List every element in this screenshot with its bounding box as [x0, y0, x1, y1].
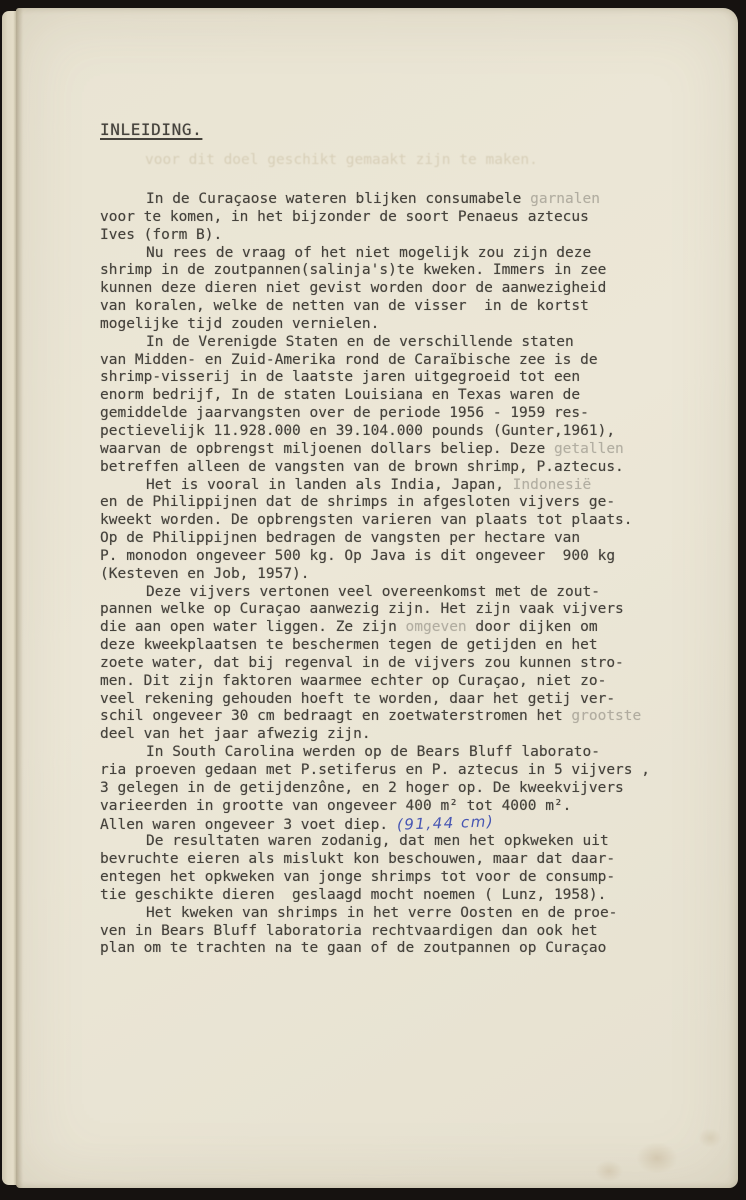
paragraph [100, 334, 712, 477]
faded-ink-text: omgeven [405, 619, 467, 636]
text-line [100, 869, 712, 887]
paragraph [100, 584, 712, 745]
text-line [100, 798, 712, 816]
text-line [100, 780, 712, 798]
text-line [100, 744, 712, 762]
text-segment: waarvan de opbrengst miljoenen dollars beliep. Deze [100, 440, 554, 457]
text-segment: Op de Philippijnen bedragen de vangsten per hectare van [100, 530, 581, 547]
text-line [100, 369, 712, 387]
text-segment: deze kweekplaatsen te beschermen tegen de getijden en het [100, 637, 598, 654]
text-segment: entegen het opkweken van jonge shrimps tot voor de consump- [100, 869, 616, 886]
text-segment: van koralen, welke de netten van de visser in de kortst [100, 298, 589, 315]
text-segment: mogelijke tijd zouden vernielen. [100, 315, 380, 332]
text-line [100, 811, 712, 834]
text-line [100, 619, 712, 637]
text-segment: kunnen deze dieren niet gevist worden door de aanwezigheid [100, 280, 607, 297]
text-segment: P. monodon ongeveer 500 kg. Op Java is dit ongeveer 900 kg [100, 547, 616, 564]
text-line [100, 584, 712, 602]
page-content [100, 120, 712, 958]
text-segment: veel rekening gehouden hoeft te worden, daar het getij ver- [100, 690, 616, 707]
text-segment: In South Carolina werden op de Bears Bluff laborato- [146, 744, 600, 761]
text-line [100, 905, 712, 923]
text-line [100, 316, 712, 334]
text-line [100, 887, 712, 905]
text-segment: varieerden in grootte van ongeveer 400 m² tot 4000 m². [100, 797, 572, 814]
text-line [100, 512, 712, 530]
faded-ink-text: Indonesië [512, 476, 592, 493]
text-segment: voor te komen, in het bijzonder de soort Penaeus aztecus [100, 208, 589, 225]
text-segment: kweekt worden. De opbrengsten varieren van plaats tot plaats. [100, 512, 633, 529]
text-segment: enorm bedrijf, In de staten Louisiana en Texas waren de [100, 387, 581, 404]
text-line [100, 762, 712, 780]
text-line [100, 459, 712, 477]
text-line [100, 708, 712, 726]
text-line [100, 387, 712, 405]
text-segment: Het is vooral in landen als India, Japan, [146, 476, 513, 493]
text-segment: en de Philippijnen dat de shrimps in afgesloten vijvers ge- [100, 494, 616, 511]
text-segment: De resultaten waren zodanig, dat men het opkweken uit [146, 833, 609, 850]
paragraph [100, 477, 712, 584]
text-line [100, 245, 712, 263]
document-body [100, 191, 712, 958]
text-line [100, 298, 712, 316]
paper-stain [595, 1160, 623, 1182]
text-segment: pannen welke op Curaçao aanwezig zijn. Het zijn vaak vijvers [100, 601, 624, 618]
text-segment: Het kweken van shrimps in het verre Oosten en de proe- [146, 904, 618, 921]
bleed-through-text: voor dit doel geschikt gemaakt zijn te maken. [145, 152, 538, 168]
text-segment: tie geschikte dieren geslaagd mocht noemen ( Lunz, 1958). [100, 886, 607, 903]
text-line [100, 227, 712, 245]
text-segment: In de Verenigde Staten en de verschillende staten [146, 333, 574, 350]
text-line [100, 530, 712, 548]
text-segment: In de Curaçaose wateren blijken consumabele [146, 191, 531, 207]
text-segment: Ives (form B). [100, 226, 223, 243]
text-line [100, 441, 712, 459]
text-segment: ria proeven gedaan met P.setiferus en P. aztecus in 5 vijvers , [100, 762, 650, 778]
paragraph [100, 191, 712, 245]
text-segment: 3 gelegen in de getijdenzône, en 2 hoger op. De kweekvijvers [100, 779, 624, 796]
page-title: INLEIDING. [100, 120, 203, 139]
text-line [100, 405, 712, 423]
text-line [100, 940, 712, 958]
text-line [100, 726, 712, 744]
paper-stain [636, 1142, 678, 1174]
text-line [100, 262, 712, 280]
text-line [100, 833, 712, 851]
text-segment: gemiddelde jaarvangsten over de periode 1956 - 1959 res- [100, 405, 589, 422]
text-line [100, 280, 712, 298]
text-segment: ven in Bears Bluff laboratoria rechtvaardigen dan ook het [100, 922, 598, 939]
text-segment: shrimp-visserij in de laatste jaren uitgegroeid tot een [100, 369, 581, 386]
text-line [100, 191, 712, 209]
paragraph [100, 833, 712, 904]
text-segment: (Kesteven en Job, 1957). [100, 565, 310, 582]
text-line [100, 209, 712, 227]
document-page [16, 8, 738, 1188]
text-segment: die aan open water liggen. Ze zijn [100, 619, 406, 636]
text-line [100, 691, 712, 709]
faded-ink-text: garnalen [530, 191, 600, 207]
paragraph [100, 744, 712, 833]
page-crease-shadow [16, 8, 23, 1188]
text-line [100, 352, 712, 370]
text-segment: Deze vijvers vertonen veel overeenkomst met de zout- [146, 583, 600, 600]
text-segment: plan om te trachten na te gaan of de zoutpannen op Curaçao [100, 940, 607, 957]
text-segment: men. Dit zijn faktoren waarmee echter op Curaçao, niet zo- [100, 672, 607, 689]
paper-stain [698, 1128, 722, 1148]
text-segment: zoete water, dat bij regenval in de vijvers zou kunnen stro- [100, 654, 624, 671]
text-line [100, 601, 712, 619]
text-segment: shrimp in de zoutpannen(salinja's)te kweken. Immers in zee [100, 262, 607, 279]
faded-ink-text: grootste [571, 708, 642, 725]
text-line [100, 923, 712, 941]
text-segment: Allen waren ongeveer 3 voet diep. [100, 816, 397, 833]
text-line [100, 851, 712, 869]
text-line [100, 566, 712, 584]
text-line [100, 423, 712, 441]
faded-ink-text: getallen [553, 440, 624, 457]
text-line [100, 477, 712, 495]
text-segment: betreffen alleen de vangsten van de brown shrimp, P.aztecus. [100, 458, 624, 475]
text-segment: van Midden- en Zuid-Amerika rond de Caraïbische zee is de [100, 351, 598, 368]
text-line [100, 637, 712, 655]
text-line [100, 334, 712, 352]
text-segment: deel van het jaar afwezig zijn. [100, 726, 371, 743]
text-line [100, 494, 712, 512]
text-segment: bevruchte eieren als mislukt kon beschouwen, maar dat daar- [100, 851, 616, 868]
text-line [100, 673, 712, 691]
text-segment: schil ongeveer 30 cm bedraagt en zoetwaterstromen het [100, 708, 572, 725]
paragraph [100, 245, 712, 334]
paragraph [100, 905, 712, 959]
text-line [100, 548, 712, 566]
text-segment: pectievelijk 11.928.000 en 39.104.000 pounds (Gunter,1961), [100, 422, 616, 439]
text-line [100, 655, 712, 673]
handwritten-annotation: (91,44 cm) [396, 811, 495, 834]
text-segment: door dijken om [466, 619, 598, 636]
text-segment: Nu rees de vraag of het niet mogelijk zou zijn deze [146, 244, 592, 261]
